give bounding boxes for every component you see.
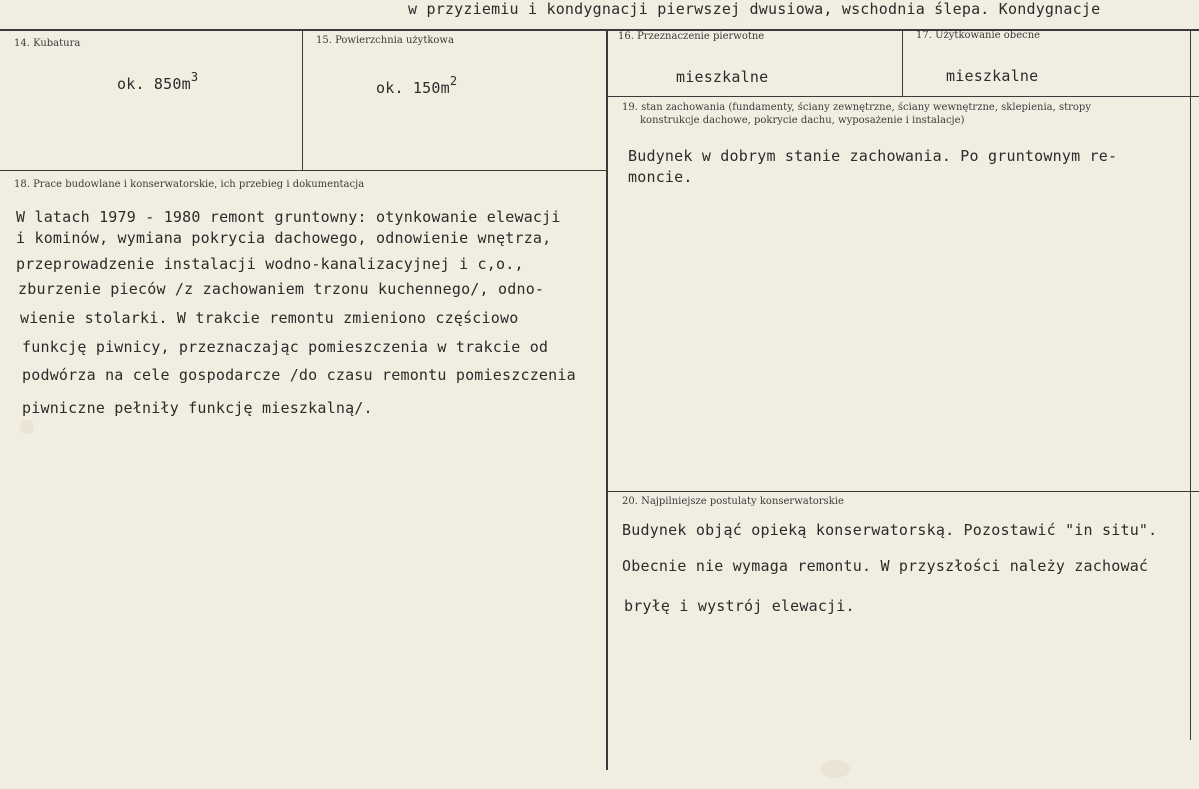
field-19-label: 19. stan zachowania (fundamenty, ściany zewnętrzne, ściany wewnętrzne, sklepienia, stropy (622, 102, 1091, 113)
field-20-line: bryłę i wystrój elewacji. (624, 597, 855, 615)
field-15-value: ok. $150m^2$ (376, 74, 458, 97)
paper-stain (20, 420, 34, 434)
rule-right-lower (606, 491, 1199, 492)
main-divider (606, 30, 608, 770)
field-19-label-cont: konstrukcje dachowe, pokrycie dachu, wyposażenie i instalacje) (640, 115, 965, 126)
field-20-line: Budynek objąć opieką konserwatorską. Pozostawić "in situ". (622, 521, 1158, 539)
paper-stain (820, 760, 850, 778)
field-15-label: 15. Powierzchnia użytkowa (316, 35, 454, 46)
field-18-line: W latach 1979 - 1980 remont gruntowny: otynkowanie elewacji (16, 208, 561, 226)
field-16-value: mieszkalne (676, 68, 769, 86)
divider-14-15 (302, 30, 303, 171)
field-16-label: 16. Przeznaczenie pierwotne (618, 31, 765, 42)
field-18-line: zburzenie pieców /z zachowaniem trzonu kuchennego/, odno- (18, 280, 545, 298)
field-20-label: 20. Najpilniejsze postulaty konserwatorskie (622, 496, 844, 507)
field-18-line: piwniczne pełniły funkcję mieszkalną/. (22, 399, 373, 417)
field-17-label: 17. Użytkowanie obecne (916, 30, 1041, 41)
field-18-line: i kominów, wymiana pokrycia dachowego, odnowienie wnętrza, (16, 229, 552, 247)
field-14-value: ok. $850m^3$ (117, 70, 199, 93)
right-edge (1190, 30, 1191, 740)
divider-16-17 (902, 30, 903, 97)
field-19-line: Budynek w dobrym stanie zachowania. Po gruntownym re- (628, 147, 1118, 165)
continuation-text: w przyziemiu i kondygnacji pierwszej dwusiowa, wschodnia ślepa. Kondygnacje (408, 0, 1101, 18)
field-18-label: 18. Prace budowlane i konserwatorskie, ich przebieg i dokumentacja (14, 179, 365, 190)
field-18-line: przeprowadzenie instalacji wodno-kanalizacyjnej i c,o., (16, 255, 524, 273)
field-19-line: moncie. (628, 168, 693, 186)
field-17-value: mieszkalne (946, 67, 1039, 85)
field-18-line: wienie stolarki. W trakcie remontu zmieniono częściowo (20, 309, 519, 327)
field-18-line: funkcję piwnicy, przeznaczając pomieszczenia w trakcie od (22, 338, 549, 356)
field-14-label: 14. Kubatura (14, 38, 81, 49)
rule-left-mid (0, 170, 606, 171)
field-18-line: podwórza na cele gospodarcze /do czasu remontu pomieszczenia (22, 366, 576, 384)
field-20-line: Obecnie nie wymaga remontu. W przyszłości należy zachować (622, 557, 1149, 575)
